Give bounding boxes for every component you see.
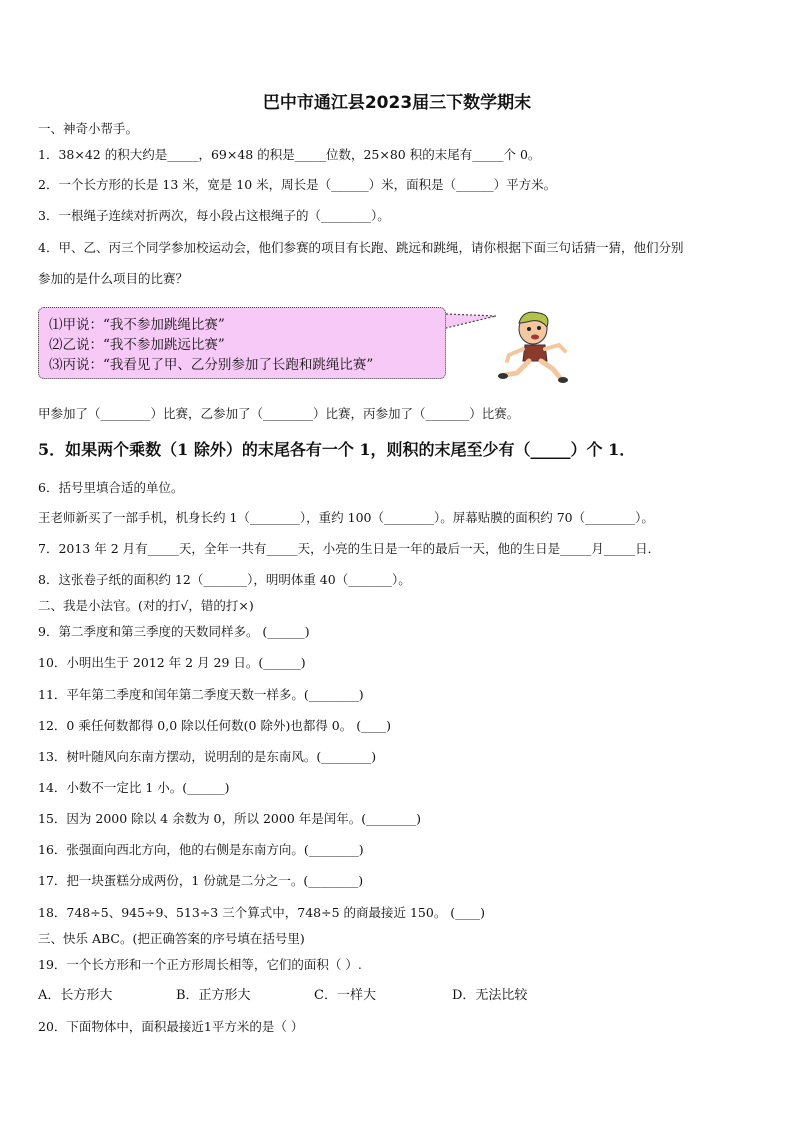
question-19: 19．一个长方形和一个正方形周长相等，它们的面积（ ）. xyxy=(38,957,362,972)
section-1-heading: 一、神奇小帮手。 xyxy=(38,121,139,136)
callout-statement-3: ⑶丙说：“我看见了甲、乙分别参加了长跑和跳绳比赛” xyxy=(49,357,374,373)
question-15: 15．因为 2000 除以 4 余数为 0，所以 2000 年是闰年。(________) xyxy=(38,811,422,826)
question-5: 5．如果两个乘数（1 除外）的末尾各有一个 1，则积的末尾至少有（_____）个 1． xyxy=(38,440,636,459)
question-7: 7．2013 年 2 月有_____天，全年一共有_____天，小亮的生日是一年的最后一天，他的生日是_____月_____日． xyxy=(38,541,661,556)
question-6: 6．括号里填合适的单位。 xyxy=(38,480,184,495)
question-18: 18．748÷5、945÷9、513÷3 三个算式中，748÷5 的商最接近 150。 (____) xyxy=(38,905,486,920)
question-4-line-1: 4．甲、乙、丙三个同学参加校运动会，他们参赛的项目有长跑、跳远和跳绳，请你根据下面三句话猜一猜，他们分别 xyxy=(38,240,684,255)
question-12: 12．0 乘任何数都得 0,0 除以任何数(0 除外)也都得 0。 (____) xyxy=(38,718,391,733)
question-6-detail: 王老师新买了一部手机，机身长约 1（________），重约 100（________）。屏幕贴膜的面积约 70（________）。 xyxy=(38,510,654,525)
question-8: 8．这张卷子纸的面积约 12（_______），明明体重 40（_______）。 xyxy=(38,572,411,587)
question-2: 2．一个长方形的长是 13 米，宽是 10 米，周长是（______）米，面积是（______）平方米。 xyxy=(38,177,557,192)
question-4-line-2: 参加的是什么项目的比赛？ xyxy=(38,271,189,286)
question-11: 11．平年第二季度和闰年第二季度天数一样多。(________) xyxy=(38,687,364,702)
callout-statement-1: ⑴甲说：“我不参加跳绳比赛” xyxy=(49,317,225,333)
question-3: 3．一根绳子连续对折两次，每小段占这根绳子的（________）。 xyxy=(38,208,390,223)
question-9: 9．第二季度和第三季度的天数同样多。 (______) xyxy=(38,624,310,639)
question-20: 20．下面物体中，面积最接近1平方米的是（ ） xyxy=(38,1019,304,1034)
question-13: 13．树叶随风向东南方摆动，说明刮的是东南风。(________) xyxy=(38,749,377,764)
choice-d: D．无法比较 xyxy=(452,988,528,1003)
choice-c: C．一样大 xyxy=(314,988,376,1003)
page-title: 巴中市通江县2023届三下数学期末 xyxy=(262,93,532,113)
section-3-heading: 三、快乐 ABC。(把正确答案的序号填在括号里) xyxy=(38,931,305,946)
running-boy-illustration xyxy=(495,305,573,383)
question-10: 10．小明出生于 2012 年 2 月 29 日。(______) xyxy=(38,655,306,670)
question-14: 14．小数不一定比 1 小。(______) xyxy=(38,780,230,795)
callout-statement-2: ⑵乙说：“我不参加跳远比赛” xyxy=(49,337,225,353)
question-16: 16．张强面向西北方向，他的右侧是东南方向。(________) xyxy=(38,842,364,857)
section-2-heading: 二、我是小法官。(对的打√，错的打×) xyxy=(38,598,254,613)
question-17: 17．把一块蛋糕分成两份，1 份就是二分之一。(________) xyxy=(38,873,364,888)
question-4-answer: 甲参加了（________）比赛，乙参加了（________）比赛，丙参加了（_______）比赛。 xyxy=(38,406,520,421)
choice-b: B．正方形大 xyxy=(176,988,251,1003)
choice-a: A．长方形大 xyxy=(38,988,113,1003)
question-1: 1．38×42 的积大约是_____，69×48 的积是_____位数，25×80 积的末尾有_____个 0。 xyxy=(38,147,541,162)
speech-callout xyxy=(38,307,446,379)
